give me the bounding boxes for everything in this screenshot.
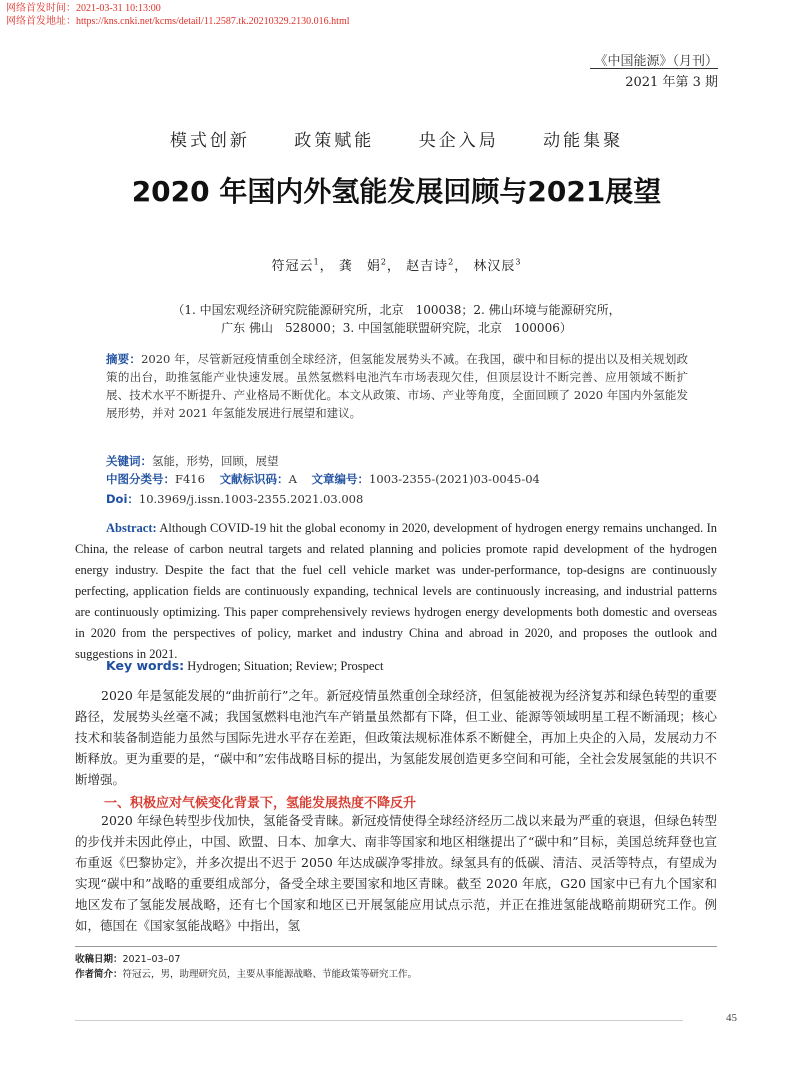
slogan-item: 模式创新 — [169, 131, 250, 151]
author-name: 龚 娟 — [338, 259, 381, 274]
footnote-received — [75, 953, 180, 967]
affiliation-line: （1. 中国宏观经济研究院能源研究所，北京 100038；2. 佛山环境与能源研究所， — [172, 303, 621, 317]
doi-label: Doi： — [106, 492, 139, 506]
doi-line — [106, 490, 688, 508]
online-publish-info — [6, 2, 350, 28]
doi-value[interactable]: 10.3969/j.issn.1003-2355.2021.03.008 — [138, 492, 364, 506]
keywords-zh-text: 氢能，形势，回顾，展望 — [152, 454, 279, 468]
author-bio-label: 作者简介： — [75, 969, 123, 980]
slogan-item: 动能集聚 — [543, 131, 624, 151]
author-name: 符冠云 — [271, 259, 314, 274]
keywords-en-label: Key words: — [106, 658, 185, 673]
keywords-zh-label: 关键词： — [106, 454, 152, 468]
page-number: 45 — [726, 1012, 737, 1024]
slogan-item: 央企入局 — [418, 131, 499, 151]
keywords-zh — [106, 452, 688, 470]
author-affil-marker: 2 — [448, 257, 455, 267]
doc-code-label: 文献标识码： — [219, 472, 289, 486]
page-bottom-rule — [75, 1020, 683, 1021]
author-separator: ， — [319, 259, 334, 274]
abstract-en — [75, 518, 717, 665]
keywords-en-text: Hydrogen; Situation; Review; Prospect — [187, 659, 384, 673]
author-bio-text: 符冠云，男，助理研究员，主要从事能源战略、节能政策等研究工作。 — [122, 969, 418, 980]
doc-code-value: A — [288, 472, 297, 486]
author-affil-marker: 2 — [380, 257, 387, 267]
slogan-item: 政策赋能 — [294, 131, 375, 151]
abstract-en-text: Although COVID-19 hit the global economy in 2020, development of hydrogen energy remains unchanged. In China, the release of carbon neutral targets and related planning and policies promote rapid development of the hydrogen energy industry. Despite the fact that the fuel cell vehicle market was under-performance, top-designs are continuously perfecting, application fields are continuously expanding, technical levels are continuously increasing, and industrial patterns are continuously optimizing. This paper comprehensively reviews hydrogen energy developments both domestic and overseas in 2020 from the perspectives of policy, market and industry China and abroad in 2020, and proposes the outlook and suggestions in 2021. — [75, 521, 717, 661]
abstract-zh-text: 2020 年，尽管新冠疫情重创全球经济，但氢能发展势头不减。在我国，碳中和目标的提出以及相关规划政策的出台，助推氢能产业快速发展。虽然氢燃料电池汽车市场表现欠佳，但顶层设计不断完善、应用领域不断扩展、技术水平不断提升、产业格局不断优化。本文从政策、市场、产业等角度，全面回顾了 2020 年国内外氢能发展形势，并对 2021 年氢能发展进行展望和建议。 — [106, 352, 689, 420]
journal-issue: 2021 年第 3 期 — [625, 75, 718, 90]
clc-value: F416 — [175, 472, 205, 486]
article-no-label: 文章编号： — [311, 472, 369, 486]
received-date: 2021–03–07 — [122, 954, 181, 965]
footnote-divider — [75, 946, 717, 947]
abstract-zh-label: 摘要： — [106, 352, 142, 366]
abstract-zh — [106, 350, 688, 422]
clc-label: 中图分类号： — [106, 472, 175, 486]
column-slogans — [0, 126, 793, 151]
online-publish-time: 网络首发时间：2021-03-31 10:13:00 — [6, 3, 161, 14]
online-publish-address[interactable]: 网络首发地址：https://kns.cnki.net/kcms/detail/11.2587.tk.20210329.2130.016.html — [6, 16, 350, 27]
author-separator: ， — [386, 259, 401, 274]
section-heading: 一、积极应对气候变化背景下，氢能发展热度不降反升 — [104, 796, 417, 811]
affiliation-line: 广东 佛山 528000；3. 中国氢能联盟研究院，北京 100006） — [221, 321, 572, 335]
body-paragraph: 2020 年是氢能发展的“曲折前行”之年。新冠疫情虽然重创全球经济，但氢能被视为经济复苏和绿色转型的重要路径，发展势头丝毫不减；我国氢燃料电池汽车产销量虽然都有下降，但工业、能源等领域明星工程不断涌现；核心技术和装备制造能力虽然与国际先进水平存在差距，但政策法规标准体系不断健全，再加上央企的入局，发展动力不断释放。更为重要的是，“碳中和”宏伟战略目标的提出，为氢能发展创造更多空间和可能，全社会发展氢能的共识不断增强。 — [75, 688, 717, 787]
author-name: 赵吉诗 — [406, 259, 449, 274]
journal-divider — [590, 68, 718, 69]
abstract-en-label: Abstract: — [106, 521, 157, 535]
article-no-value: 1003-2355-(2021)03-0045-04 — [369, 472, 540, 486]
paper-title: 2020 年国内外氢能发展回顾与2021展望 — [131, 175, 662, 208]
received-label: 收稿日期： — [75, 954, 123, 965]
author-affil-marker: 1 — [313, 257, 320, 267]
keywords-en — [106, 658, 383, 674]
footnote-author — [75, 968, 417, 982]
author-name: 林汉辰 — [473, 259, 516, 274]
author-separator: ， — [454, 259, 469, 274]
classification-line — [106, 470, 688, 488]
author-list — [0, 255, 793, 274]
body-paragraph: 2020 年绿色转型步伐加快，氢能备受青睐。新冠疫情使得全球经济经历二战以来最为严重的衰退，但绿色转型的步伐并未因此停止，中国、欧盟、日本、加拿大、南非等国家和地区相继提出了“碳中和”目标，美国总统拜登也宣布重返《巴黎协定》，并多次提出不迟于 2050 年达成碳净零排放。绿氢具有的低碳、清洁、灵活等特点，有望成为实现“碳中和”战略的重要组成部分，备受全球主要国家和地区青睐。截至 2020 年底，G20 国家中已有九个国家和地区发布了氢能发展战略，还有七个国家和地区已开展氢能应用试点示范，并正在推进氢能战略前期研究工作。例如，德国在《国家氢能战略》中指出，氢 — [75, 813, 717, 933]
journal-name: 《中国能源》（月刊） — [594, 54, 718, 69]
affiliations — [0, 301, 793, 337]
author-affil-marker: 3 — [515, 257, 522, 267]
